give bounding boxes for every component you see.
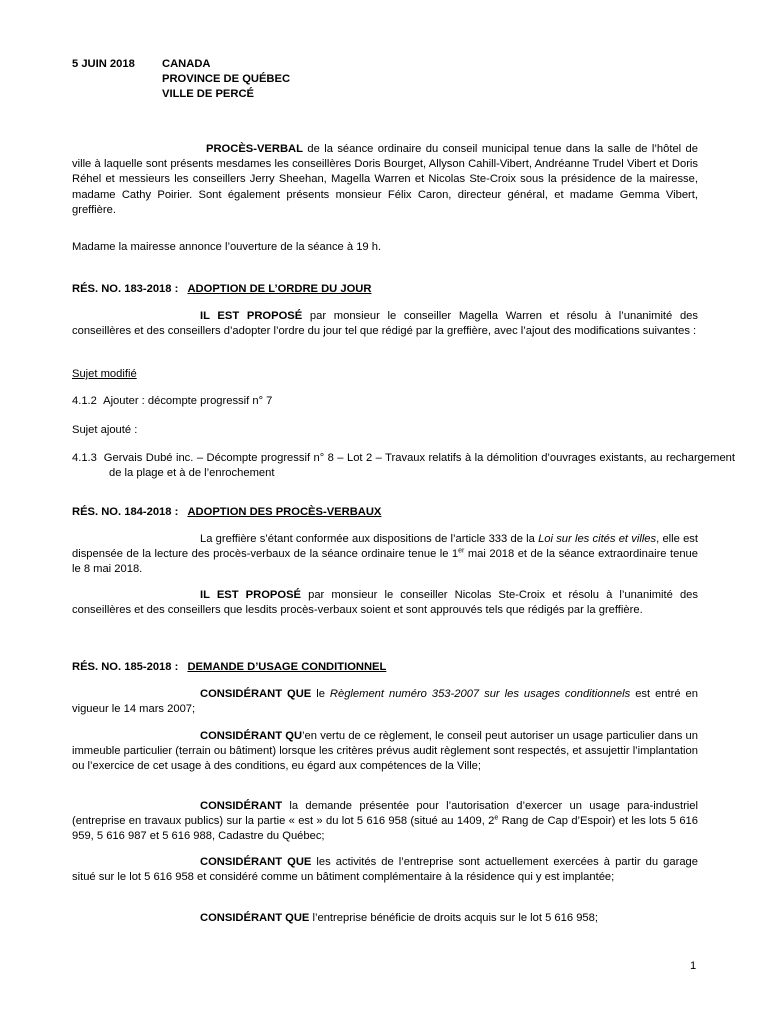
res-183-number: RÉS. NO. 183-2018 : (72, 283, 179, 295)
whereas-4-text: les activités de l’entreprise sont actuellement exercées à partir du garage situé sur le lot 5 616 958 et considéré comme un bâtiment complémentaire à la résidence qui y est implantée; (72, 856, 698, 884)
res-184-proposal (72, 588, 698, 618)
header-city: VILLE DE PERCÉ (162, 88, 255, 101)
whereas-1-b: est entré en vigueur le 14 mars 2007; (72, 688, 698, 716)
whereas-5-text: l’entreprise bénéficie de droits acquis sur le lot 5 616 958; (309, 912, 598, 924)
res-183-proposal-bold: IL EST PROPOSÉ (200, 310, 303, 322)
ordinal-superscript: er (458, 547, 465, 555)
header-province: PROVINCE DE QUÉBEC (162, 73, 291, 86)
res-184-number: RÉS. NO. 184-2018 : (72, 506, 179, 518)
intro-text: de la séance ordinaire du conseil municipal tenue dans la salle de l’hôtel de ville à laquelle sont présents mesdames les conseillères Doris Bourget, Allyson Cahill-Vibert, Andréanne Trudel Vibert et Doris Réhel et messieurs les conseillers Jerry Sheehan, Magella Warren et Nicolas Ste-Croix sous la présidence de la mairesse, madame Cathy Poirier. Sont également présents monsieur Félix Caron, directeur général, et madame Gemma Vibert, greffière. (72, 143, 698, 216)
item-412 (72, 394, 698, 409)
ordinal-superscript: e (494, 814, 499, 822)
item-413-text: Gervais Dubé inc. – Décompte progressif n° 8 – Lot 2 – Travaux relatifs à la démolition d’ouvrages existants, au rechargement de la plage et à de l’enrochement (103, 452, 736, 480)
res-185-whereas-2 (72, 729, 698, 775)
item-413-number: 4.1.3 (72, 452, 97, 464)
page-number: 1 (690, 960, 697, 972)
whereas-3-b: Rang de Cap d’Espoir) et les lots 5 616 959, 5 616 987 et 5 616 988, Cadastre du Québec; (72, 815, 698, 843)
res-184-heading (72, 505, 698, 520)
subject-modified-label: Sujet modifié (72, 368, 137, 380)
item-412-text: Ajouter : décompte progressif n° 7 (103, 395, 273, 407)
document-date: 5 JUIN 2018 (72, 58, 135, 70)
subject-added-label: Sujet ajouté : (72, 424, 138, 436)
bylaw-title: Règlement numéro 353-2007 sur les usages conditionnels (329, 688, 631, 700)
whereas-2-bold: CONSIDÉRANT QU (200, 730, 303, 742)
res-185-heading (72, 660, 698, 675)
res-184-preamble (72, 532, 698, 578)
res-183-title: ADOPTION DE L’ORDRE DU JOUR (187, 283, 372, 295)
opening-statement: Madame la mairesse annonce l’ouverture de la séance à 19 h. (72, 241, 382, 253)
whereas-4-bold: CONSIDÉRANT QUE (200, 856, 312, 868)
header-country: CANADA (162, 58, 211, 70)
whereas-1-bold: CONSIDÉRANT QUE (200, 688, 312, 700)
res-183-proposal (72, 309, 698, 339)
res-184-preamble-a: La greffière s’étant conformée aux dispositions de l’article 333 de la (200, 533, 539, 545)
res-185-whereas-3 (72, 799, 698, 845)
whereas-3-a: la demande présentée pour l’autorisation d’exercer un usage para-industriel (entreprise en travaux publics) sur la partie « est » du lot 5 616 958 (situé au 1409, 2 (72, 800, 698, 828)
res-184-preamble-b: , elle est dispensée de la lecture des procès-verbaux de la séance ordinaire tenue le 1 (72, 533, 699, 561)
res-184-preamble-c: mai 2018 et de la séance extraordinaire tenue le 8 mai 2018. (72, 548, 698, 576)
item-412-number: 4.1.2 (72, 395, 97, 407)
intro-bold: PROCÈS-VERBAL (206, 143, 303, 155)
res-185-number: RÉS. NO. 185-2018 : (72, 661, 179, 673)
header-block (162, 57, 290, 103)
res-185-whereas-5 (72, 911, 698, 926)
res-184-proposal-text: par monsieur le conseiller Nicolas Ste-Croix et résolu à l’unanimité des conseillères et des conseillers que lesdits procès-verbaux soient et sont approuvés tels que rédigés par la greffière. (72, 589, 698, 617)
res-183-heading (72, 282, 698, 297)
whereas-5-bold: CONSIDÉRANT QUE (200, 912, 310, 924)
res-185-whereas-4 (72, 855, 698, 885)
whereas-2-text: ’en vertu de ce règlement, le conseil peut autoriser un usage particulier dans un immeuble particulier (terrain ou bâtiment) lorsque les critères prévus audit règlement sont respectés, et assujettir l’implantation ou l’exercice de cet usage à des conditions, eu égard aux compétences de la Ville; (72, 730, 698, 773)
res-184-proposal-bold: IL EST PROPOSÉ (200, 589, 302, 601)
res-183-proposal-text: par monsieur le conseiller Magella Warren et résolu à l’unanimité des conseillères et des conseillers d’adopter l’ordre du jour tel que rédigé par la greffière, avec l’ajout des modifications suivantes : (72, 310, 698, 338)
res-185-whereas-1 (72, 687, 698, 717)
whereas-3-bold: CONSIDÉRANT (200, 800, 283, 812)
item-413 (72, 451, 735, 481)
res-184-title: ADOPTION DES PROCÈS-VERBAUX (187, 506, 382, 518)
law-title: Loi sur les cités et villes (538, 533, 657, 545)
res-185-title: DEMANDE D’USAGE CONDITIONNEL (187, 661, 387, 673)
intro-paragraph (72, 142, 698, 218)
whereas-1-a: le (311, 688, 330, 700)
